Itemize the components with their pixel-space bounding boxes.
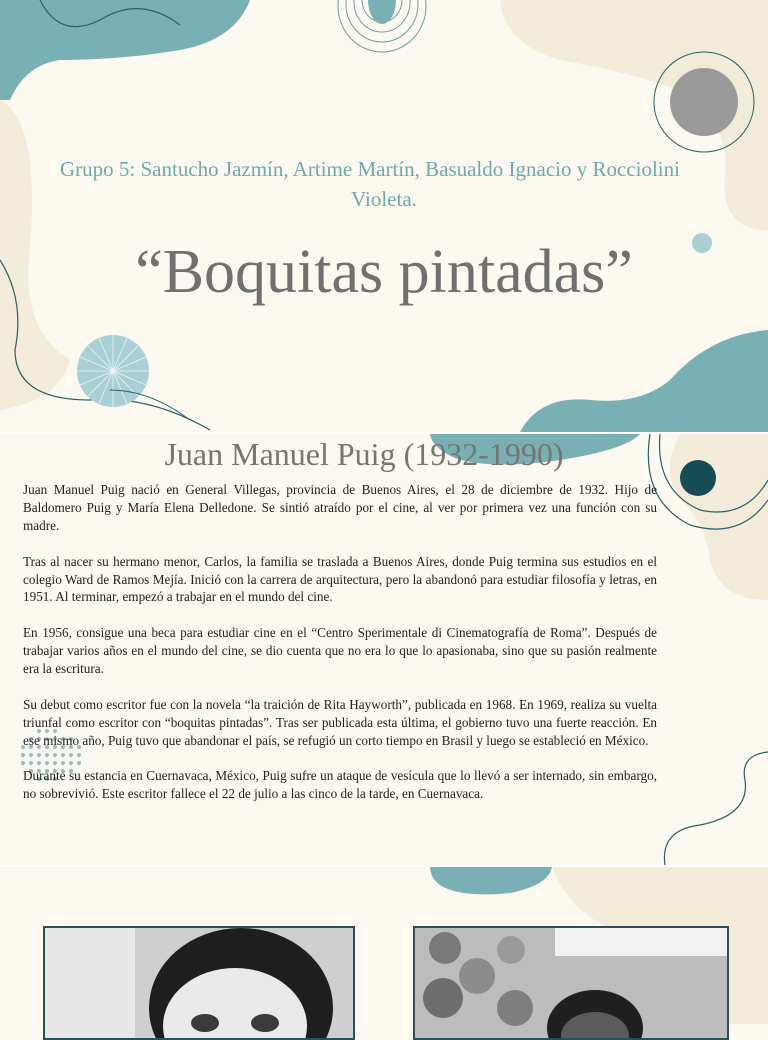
biography-heading: Juan Manuel Puig (1932-1990) <box>164 436 564 472</box>
biography-text <box>23 481 657 821</box>
portrait-photo-right <box>413 926 729 1040</box>
striped-circle-ornament <box>77 335 149 407</box>
group-members-line-2: Violeta. <box>351 187 417 211</box>
portrait-photo-left <box>43 926 355 1040</box>
slide-divider <box>0 865 768 867</box>
main-title: “Boquitas pintadas” <box>135 238 633 306</box>
biography-paragraph: Juan Manuel Puig nació en General Villegas, provincia de Buenos Aires, el 28 de diciembre de 1932. Hijo de Baldomero Puig y María Elena Delledone. Se sintió atraído por el cine, al ver por primera vez una función con su madre. <box>23 482 657 533</box>
teal-blob-top-left <box>0 0 250 100</box>
biography-paragraph: Durante su estancia en Cuernavaca, México, Puig sufre un ataque de vesícula que lo llevó a ser internado, sin embargo, no sobrevivió. Este escritor fallece el 22 de julio a las cinco de la tarde, en Cuernavaca. <box>23 768 657 802</box>
biography-paragraph: En 1956, consigue una beca para estudiar cine en el “Centro Sperimentale di Cinematografía de Roma”. Después de trabajar varios años en el mundo del cine, se dio cuenta que no era lo que lo apasionaba, sino que su pasión realmente era la escritura. <box>23 625 657 677</box>
teal-wave-bottom-right <box>520 330 768 432</box>
grey-circle <box>670 68 738 136</box>
line-curve-bottom-right <box>664 752 768 865</box>
group-members-line-1: Grupo 5: Santucho Jazmín, Artime Martín, Basualdo Ignacio y Rocciolini <box>60 157 680 181</box>
biography-paragraph: Su debut como escritor fue con la novela “la traición de Rita Hayworth”, publicada en 1968. En 1969, realiza su vuelta triunfal como escritor con “boquitas pintadas”. Tras ser publicada esta última, el gobierno tuvo una fuerte reacción. En ese mismo año, Puig tuvo que abandonar el país, se refugió un corto tiempo en Brasil y luego se estableció en México. <box>23 696 657 748</box>
biography-paragraph: Tras al nacer su hermano menor, Carlos, la familia se traslada a Buenos Aires, donde Puig termina sus estudios en el colegio Ward de Ramos Mejía. Inició con la carrera de arquitectura, pero la abandonó para estudiar filosofía y letras, en 1951. Al terminar, empezó a trabajar en el mundo del cine. <box>23 553 657 605</box>
